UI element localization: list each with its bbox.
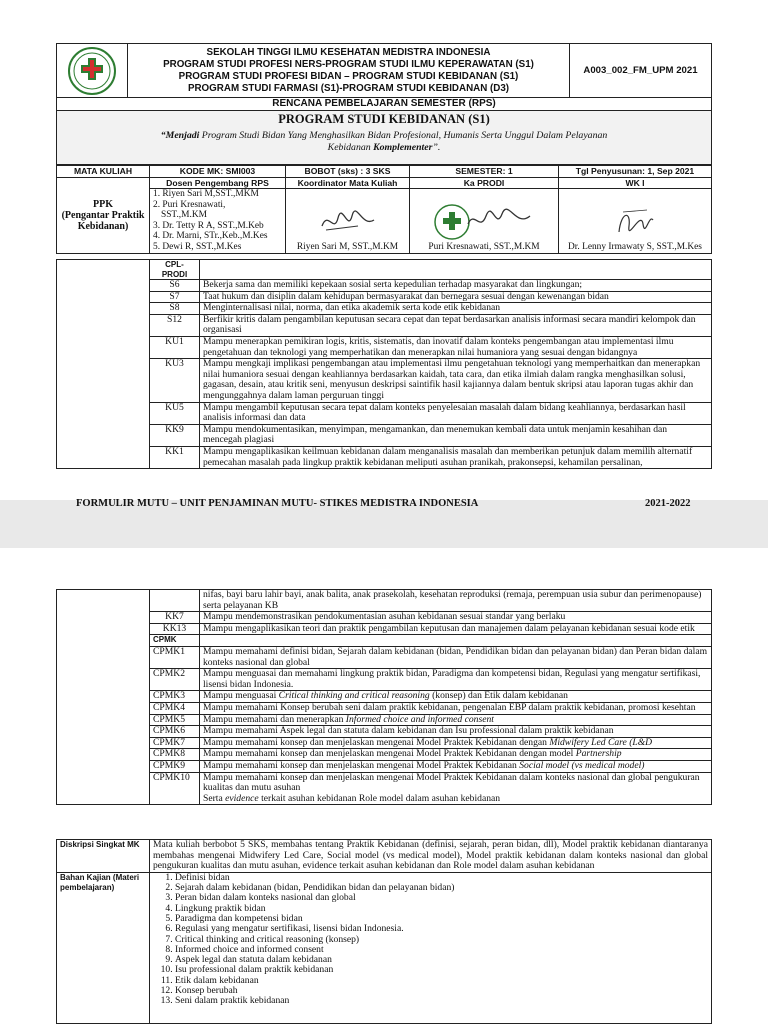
footer-right: 2021-2022 [645,498,691,509]
table-row [57,872,712,1023]
cpl-header-line-1: CPL- [165,260,184,269]
table-row [57,623,712,635]
table-row [57,691,712,703]
cpl-code: KU1 [150,336,200,358]
cpmk-text [200,714,712,726]
signature-koordinator [289,202,406,242]
cpmk-text-part: Mampu memahami dan menerapkan [203,713,346,725]
table-row [57,280,712,292]
table-row [57,669,712,691]
course-name-line-1: PPK [93,198,113,210]
cpl-table [56,259,712,469]
course-name-line-2: (Pengantar Praktik [61,209,145,221]
list-item: 13. Seni dalam praktik kebidanan [175,996,708,1006]
cpmk-text-part: Mampu memahami konsep dan menjelaskan mengenai Model Praktek Kebidanan dengan [203,736,550,748]
cpl-code: S8 [150,303,200,315]
kaprodi-name: Puri Kresnawati, SST.,M.KM [428,241,540,252]
vision-end: Komplementer [373,142,433,153]
table-row [57,314,712,336]
rps-title: RENCANA PEMBELAJARAN SEMESTER (RPS) [57,98,712,111]
cpmk-code: CPMK5 [150,714,200,726]
cpl-header-text [200,260,712,280]
bahan-label-line-2: pembelajaran) [60,882,115,892]
cpmk-code: CPMK8 [150,749,200,761]
list-item: 4. Lingkung praktik bidan [175,904,708,914]
list-item: 7. Critical thinking and critical reasoning (konsep) [175,935,708,945]
diskripsi-label: Diskripsi Singkat MK [57,840,150,873]
vision-body: Program Studi Bidan Yang Menghasilkan Bidan Profesional, Humanis Serta Unggul Dalam Pelayanan [199,130,608,141]
cpmk-text-part: Mampu memahami konsep dan menjelaskan mengenai Model Praktek Kebidanan dengan model [203,748,576,760]
cpl-code [150,590,200,612]
document-code: A003_002_FM_UPM 2021 [570,44,712,98]
table-row [57,749,712,761]
bahan-kajian-label [57,872,150,1023]
cpmk-code: CPMK2 [150,669,200,691]
list-item: 12. Konsep berubah [175,986,708,996]
cpl-code: KU3 [150,359,200,402]
table-row [57,702,712,714]
cpmk-text [200,691,712,703]
cpmk-text [200,772,712,805]
bahan-kajian-list-cell [150,872,712,1023]
header-line-1: SEKOLAH TINGGI ILMU KESEHATAN MEDISTRA INDONESIA [206,46,491,58]
cpmk-header-text [200,635,712,647]
rps-header-table [56,43,712,165]
logo-cell [57,44,128,98]
cpmk-text-part: Mampu menguasai [203,690,279,702]
cpmk-text: Mampu memahami Aspek legal dan statuta dalam kebidanan dan Isu professional dalam praktik kebidanan [200,726,712,738]
description-table [56,839,712,1024]
list-item: 8. Informed choice and informed consent [175,945,708,955]
cpl-text: Mampu mengaplikasikan teori dan praktik pengambilan keputusan dan manajemen dalam pelayanan kebidanan sesuai kode etik [200,623,712,635]
cpmk-text-part: Serta [203,792,226,804]
diskripsi-text: Mata kuliah berbobot 5 SKS, membahas tentang Praktik Kebidanan (definisi, sejarah, peran bidan, dll), Model praktik kebidanan diantaranya membahas mengenai Midwifery Led Care, Social model (vs medical model), Model praktik kebidanan dalam konteks nasional dan global pengukuran kualitas dan mutu asuhan, evidence terkait asuhan kebidanan dan Role model dalam asuhan kebidanan [150,840,712,873]
list-item: 6. Regulasi yang mengatur sertifikasi, lisensi bidan Indonesia. [175,924,708,934]
cpmk-text-part: Mampu memahami konsep dan menjelaskan mengenai Model Praktek Kebidanan dalam konteks nasional dan global pengukuran kualitas dan mutu asuhan [203,771,700,794]
cpmk-text [200,760,712,772]
koordinator-signature-cell [286,189,410,254]
cpl-text: Mampu menerapkan pemikiran logis, kritis, sistematis, dan inovatif dalam konteks pengembangan atau implementasi ilmu pengetahuan dan teknologi yang memperhatikan dan menerapkan nilai humaniora yang sesuai dengan bidangnya [200,336,712,358]
cpl-left-cell [57,590,150,805]
table-row [57,424,712,446]
dosen-item: 2. Puri Kresnawati, [153,199,226,210]
dosen-item: SST.,M.KM [161,210,207,221]
table-row [57,726,712,738]
table-row [57,359,712,402]
cpmk10-extra [203,794,708,805]
cpl-text: Menginternalisasi nilai, norma, dan etika akademik serta kode etik kebidanan [200,303,712,315]
kaprodi-label: Ka PRODI [410,177,559,189]
list-item: 1. Definisi bidan [175,873,708,883]
table-row [57,760,712,772]
cpmk-italic-term: evidence [225,792,259,804]
list-item: 3. Peran bidan dalam konteks nasional dan global [175,893,708,903]
cpl-text: Mampu mengaplikasikan keilmuan kebidanan dalam menganalisis masalah dan memberikan petunjuk dalam memilih alternatif pemecahan masalah pada lingkup praktik kebidanan meliputi asuhan pranikah, prakonsepsi, kehamilan persalinan, [200,446,712,468]
kaprodi-signature-cell [410,189,559,254]
cpl-text: Mampu mendokumentasikan, menyimpan, mengamankan, dan menemukan kembali data untuk menjamin kesahihan dan mencegah plagiasi [200,424,712,446]
footer-left: FORMULIR MUTU – UNIT PENJAMINAN MUTU- STIKES MEDISTRA INDONESIA [76,498,479,509]
cpmk-text [200,749,712,761]
course-name-line-3: Kebidanan) [77,220,129,232]
cpmk-italic-term: Social model (vs medical model) [519,759,645,771]
cpl-prodi-header [150,260,200,280]
list-item: 9. Aspek legal dan statuta dalam kebidanan [175,955,708,965]
cpmk-code: CPMK3 [150,691,200,703]
cpl-text-continued: nifas, bayi baru lahir bayi, anak balita, anak prasekolah, kesehatan reproduksi (remaja, perempuan usia subur dan perimenopause) serta pelayanan KB [200,590,712,612]
institution-logo [57,46,127,96]
cpl-text: Bekerja sama dan memiliki kepekaan sosial serta kepedulian terhadap masyarakat dan lingkungan; [200,280,712,292]
vision-prefix: “Menjadi [160,130,200,141]
cpl-text: Mampu mengambil keputusan secara tepat dalam konteks penyelesaian masalah dalam bidang keahliannya, berdasarkan hasil analisis informasi dan data [200,402,712,424]
table-row [57,737,712,749]
bahan-label-line-1: Bahan Kajian (Materi [60,872,140,882]
mata-kuliah-label: MATA KULIAH [57,166,150,178]
cpl-text: Mampu mendemonstrasikan pendokumentasian asuhan kebidanan sesuai standar yang berlaku [200,612,712,624]
cpmk-italic-term: Partnership [575,748,622,760]
table-row [57,772,712,805]
dosen-item: 4. Dr. Marni, STr.,Keb.,M.Kes [153,231,268,242]
table-row [57,402,712,424]
course-info-table [56,165,712,254]
table-row [57,635,712,647]
tgl-penyusunan: Tgl Penyusunan: 1, Sep 2021 [559,166,712,178]
wk-label: WK I [559,177,712,189]
dosen-label: Dosen Pengembang RPS [150,177,286,189]
cpmk-italic-term: Critical thinking and critical reasoning [278,690,430,702]
cpmk-text-part: (konsep) dan Etik dalam kebidanan [429,690,568,702]
table-row [57,612,712,624]
table-row [57,646,712,668]
vision-statement [60,130,708,154]
cpl-code: S12 [150,314,200,336]
table-row [57,291,712,303]
cpmk-text: Mampu menguasai dan memahami lingkung praktik bidan, Paradigma dan kompetensi bidan, Regulasi yang mengatur sertifikasi, lisensi bidan Indonesia. [200,669,712,691]
cpmk-text: Mampu memahami definisi bidan, Sejarah dalam kebidanan (bidan, Pendidikan bidan dan pelayanan bidan) dan Peran bidan dalam konteks nasional dan global [200,646,712,668]
header-line-4: PROGRAM STUDI FARMASI (S1)-PROGRAM STUDI KEBIDANAN (D3) [187,82,510,94]
dosen-list [150,189,286,254]
cpl-text: Taat hukum dan disiplin dalam kehidupan bermasyarakat dan bernegara sesuai dengan kewenangan bidan [200,291,712,303]
cpmk-header: CPMK [150,635,200,647]
bahan-kajian-list [153,873,708,1007]
wk-signature-cell [559,189,712,254]
list-item: 2. Sejarah dalam kebidanan (bidan, Pendidikan bidan dan pelayanan bidan) [175,883,708,893]
cpmk-text-part: Mampu memahami konsep dan menjelaskan mengenai Model Praktek Kebidanan [203,759,520,771]
table-row [57,303,712,315]
cpl-text: Berfikir kritis dalam pengambilan keputusan secara cepat dan tepat berdasarkan analisis informasi secara mandiri kelompok dan organisasi [200,314,712,336]
cpmk-code: CPMK9 [150,760,200,772]
cpmk-code: CPMK7 [150,737,200,749]
list-item: 11. Etik dalam kebidanan [175,976,708,986]
cpl-code: S7 [150,291,200,303]
program-title: PROGRAM STUDI KEBIDANAN (S1) [278,112,490,126]
header-line-3: PROGRAM STUDI PROFESI BIDAN – PROGRAM STUDI KEBIDANAN (S1) [178,70,519,82]
kode-mk: KODE MK: SMI003 [150,166,286,178]
list-item: 5. Paradigma dan kompetensi bidan [175,914,708,924]
koordinator-label: Koordinator Mata Kuliah [286,177,410,189]
stamp-and-signature [413,202,555,242]
vision-close: ”. [432,142,441,153]
cpl-code: S6 [150,280,200,292]
cpmk-italic-term: Informed choice and informed consent [345,713,494,725]
bobot-sks: BOBOT (sks) : 3 SKS [286,166,410,178]
dosen-item: 3. Dr. Tetty R A, SST.,M.Keb [153,220,264,231]
institution-header [128,44,570,98]
cpmk-text [200,737,712,749]
list-item: 10. Isu professional dalam praktik kebidanan [175,965,708,975]
header-line-2: PROGRAM STUDI PROFESI NERS-PROGRAM STUDI ILMU KEPERAWATAN (S1) [163,58,534,70]
cpl-code: KU5 [150,402,200,424]
table-row [57,336,712,358]
table-row [57,590,712,612]
cpl-left-cell [57,260,150,469]
cpmk-code: CPMK4 [150,702,200,714]
dosen-item: 1. Riyen Sari M,SST.,MKM [153,189,259,199]
cpl-code: KK9 [150,424,200,446]
cpmk-text-part: terkait asuhan kebidanan Role model dalam asuhan kebidanan [258,792,501,804]
cpmk-code: CPMK10 [150,772,200,805]
cpl-header-line-2: PRODI [161,269,188,279]
signature-wk [562,202,708,242]
course-name [57,177,150,253]
table-row [57,840,712,873]
table-row [57,714,712,726]
cpl-code: KK13 [150,623,200,635]
cpmk-code: CPMK1 [150,646,200,668]
document-page-2 [0,548,768,1024]
table-row [57,446,712,468]
cpl-cpmk-table [56,589,712,805]
cpl-text: Mampu mengkaji implikasi pengembangan atau implementasi ilmu pengetahuan teknologi yang memperhaitkan dan menerapkan nilai humaniora sesuai dengan keahliannya berdasarkan kaidah, tata cara, dan etika ilmiah dalam rangka menghasilkan solusi, gagasan, desain, atau kritik seni, menyusun deskripsi saintifik hasil kajiannya dalam bentuk skripsi atau laporan tugas akhir dan mengunggahnya dalam laman perguruan tinggi [200,359,712,402]
document-page-1 [0,0,768,509]
dosen-item: 5. Dewi R, SST.,M.Kes [153,241,242,252]
cpmk-text: Mampu memahami Konsep berubah seni dalam praktik kebidanan, pengenalan EBP dalam praktik kebidanan, promosi kesehtan [200,702,712,714]
cpmk-code: CPMK6 [150,726,200,738]
program-vision-cell [57,111,712,165]
wk-name: Dr. Lenny Irmawaty S, SST.,M.Kes [568,241,702,252]
cpl-code: KK7 [150,612,200,624]
vision-line-2: Kebidanan [327,142,374,153]
koordinator-name: Riyen Sari M, SST.,M.KM [296,241,399,252]
semester: SEMESTER: 1 [410,166,559,178]
cpmk-italic-term: Midwifery Led Care (L&D [549,736,653,748]
cpl-code: KK1 [150,446,200,468]
